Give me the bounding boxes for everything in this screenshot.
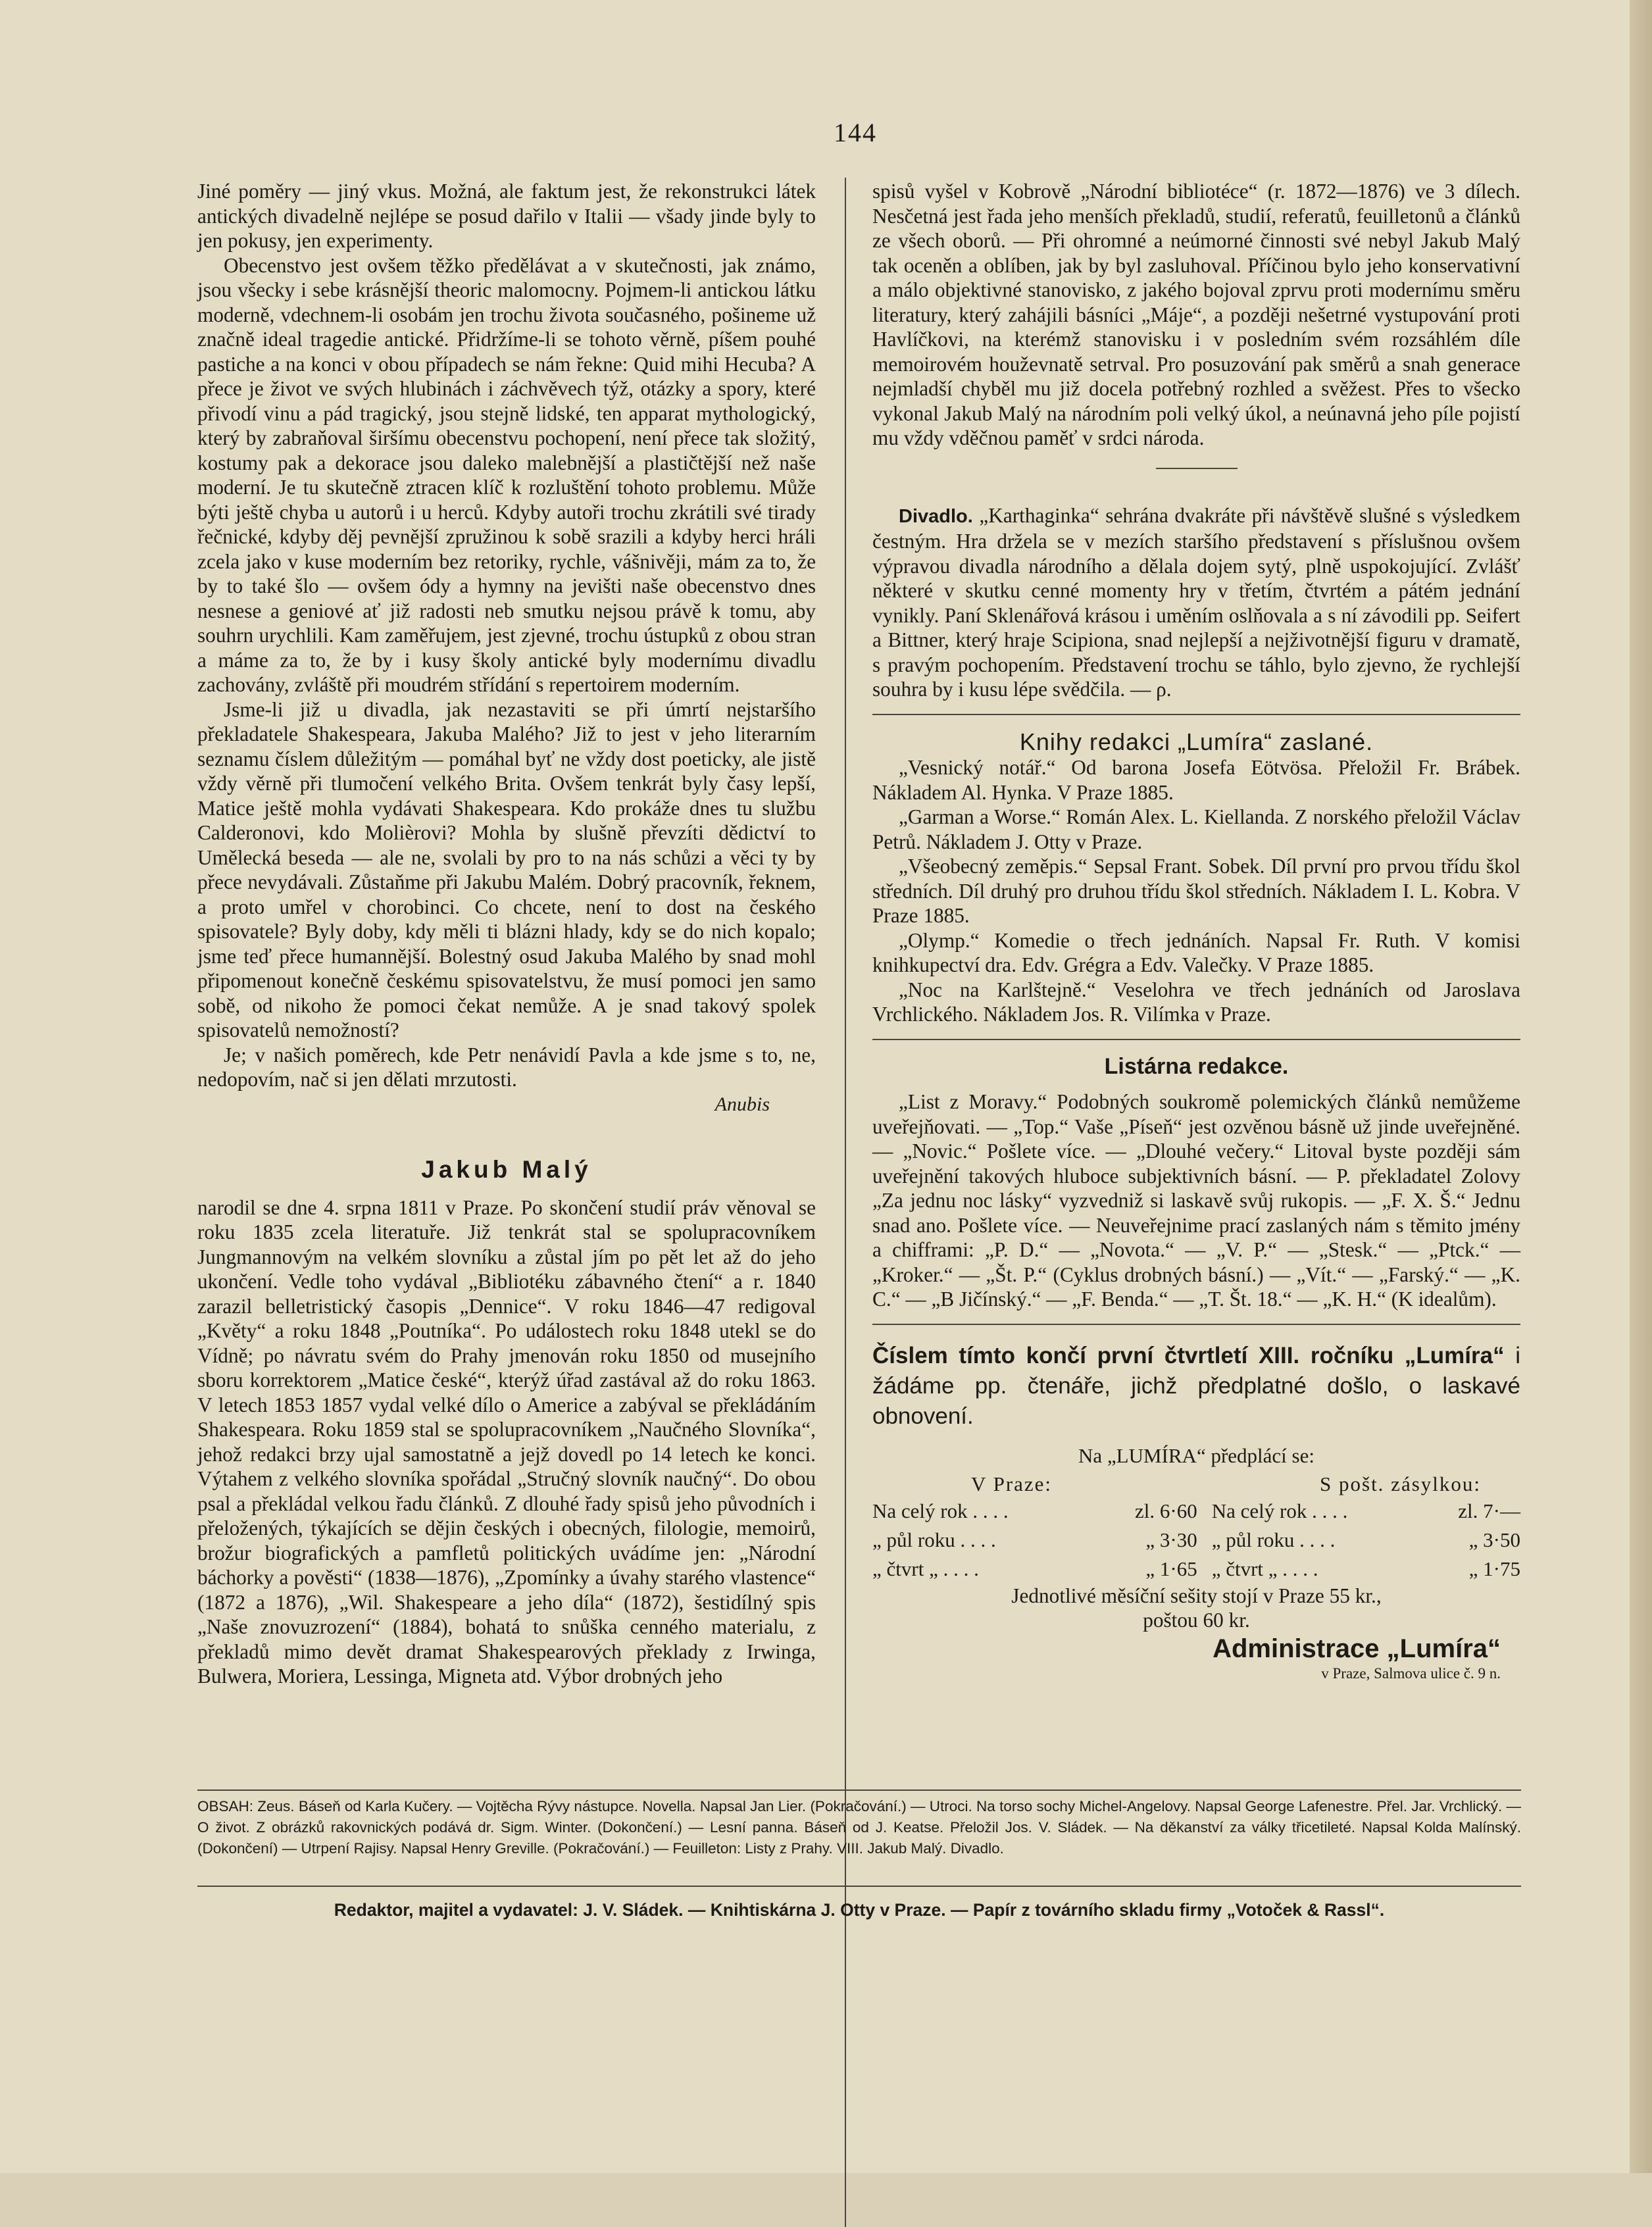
price-label: „ čtvrt „ . . . .	[1211, 1557, 1318, 1580]
books-heading: Knihy redakci „Lumíra“ zaslané.	[1019, 728, 1374, 755]
letters-text: „List z Moravy.“ Podobných soukromě polemických článků nemůžeme uveřejňovati. — „Top.“ Vaše „Píseň“ jest ozvěnou básně už jinde uveřejněné. — „Novic.“ Pošlete více. — „Dlouhé večery.“ Litoval byste později sám uveřejnění takových hluboce subjektivních básní. — P. překladatel Zolovy „Za jednu noc lásky“ vyzvedniž si laskavě svůj rukopis. — „F. X. Š.“ Jednu snad ano. Pošlete více. — Neuveřejnime prací zaslaných nám s těmito jmény a chifframi: „P. D.“ — „Novota.“ — „V. P.“ — „Stesk.“ — „Ptck.“ — „Kroker.“ — „Št. P.“ (Cyklus drobných básní.) — „Vít.“ — „Farský.“ — „K. C.“ — „B Jičínský.“ — „F. Benda.“ — „T. Št. 18.“ — „K. H.“ (K idealům).	[872, 1090, 1520, 1311]
price-label: Na celý rok . . . .	[1211, 1499, 1348, 1522]
price-label: „ čtvrt „ . . . .	[872, 1557, 979, 1580]
price-value: „ 1·65	[1145, 1557, 1197, 1580]
paragraph: Jsme-li již u divadla, jak nezastaviti se při úmrtí nejstaršího překladatele Shakespeara, Jakuba Malého? Již to jest v jeho literarním seznamu číslem důležitým — pomáhal byť ne vždy dost poeticky, ale jistě vždy věrně při tlumočení velkého Brita. Ovšem tenkrát byly časy lepší, Matice ještě mohla vydávati Shakespeara. Kdo prokáže dnes tu službu Calderonovi, kdo Molièrovi? Mohla by slušně převzíti dědictví to Umělecká beseda — ale ne, svolali by pro to na nás schůzi a věci ty by přece nevydávali. Zůstaňme při Jakubu Malém. Dobrý pracovník, řeknem, a proto umřel v chorobinci. Co chcete, není to dost na českého spisovatele? Byly doby, kdy měli ti blázni hlady, kdy se do nich kopalo; jsme teď přece humannější. Bolestný osud Jakuba Malého by snad mohl připomenout konečně českému spisovatelstvu, že musí pomoci jen samo sobě, od nikoho že pomoci čekat nemůže. A je snad takový spolek spisovatelů nemožností?	[197, 697, 816, 1041]
notice-bold: Číslem tímto končí první čtvrtletí XIII. ročníku „Lumíra“	[872, 1342, 1505, 1368]
footer-rule	[197, 1789, 1521, 1791]
page-number: 144	[834, 118, 877, 147]
price-label: Na celý rok . . . .	[872, 1499, 1009, 1522]
section-divider	[872, 1324, 1520, 1325]
book-entry: „Noc na Karlštejně.“ Veselohra ve třech jednáních od Jaroslava Vrchlického. Nákladem Jos. R. Vilímka v Praze.	[872, 978, 1520, 1026]
section-divider	[872, 714, 1520, 715]
administration-address: v Praze, Salmova ulice č. 9 n.	[1321, 1665, 1501, 1682]
price-header-post: S pošt. zásylkou:	[1320, 1472, 1481, 1495]
price-header	[872, 1468, 1520, 1497]
theatre-note	[872, 503, 1520, 702]
book-entry: „Garman a Worse.“ Román Alex. L. Kiellanda. Z norského přeložil Václav Petrů. Nákladem J. Otty v Praze.	[872, 805, 1520, 853]
price-label: „ půl roku . . . .	[1211, 1528, 1336, 1551]
price-label: „ půl roku . . . .	[872, 1528, 996, 1551]
paragraph: spisů vyšel v Kobrově „Národní bibliotéce“ (r. 1872—1876) ve 3 dílech. Nesčetná jest řada jeho menších překladů, studií, referatů, feuilletonů a článků ze všech oborů. — Při ohromné a neúmorné činnosti své nebyl Jakub Malý tak oceněn a oblíben, jak by byl zasluhoval. Příčinou bylo jeho konservativní a málo objektivné stanovisko, z jakého bojoval zprvu proti modernímu směru literatury, který zahájili básníci „Máje“, a později nešetrné vystupování proti Havlíčkovi, na kterémž stanovisku i v posledním svém rozsáhlém díle memoirovém houževnatě setrval. Pro posuzování pak směrů a snah generace nejmladší chyběl mu již docela potřebný rozhled a svěžest. Přes to všecko vykonal Jakub Malý na národním poli velký úkol, a neúnavná jeho píle pojistí mu vždy vděčnou paměť v srdci národa.	[872, 180, 1520, 449]
footer-rule	[197, 1886, 1521, 1887]
price-row	[872, 1555, 1520, 1584]
price-row	[872, 1497, 1520, 1526]
right-column	[872, 179, 1520, 1686]
book-entry: „Všeobecný zeměpis.“ Sepsal Frant. Sobek. Díl první pro prvou třídu škol středních. Díl druhý pro druhou třídu škol středních. Nákladem I. L. Kobra. V Praze 1885.	[872, 855, 1520, 927]
article-heading: Jakub Malý	[421, 1156, 592, 1183]
imprint: Redaktor, majitel a vydavatel: J. V. Sládek. — Knihtiskárna J. Otty v Praze. — Papír z továrního skladu firmy „Votoček & Rassl“.	[334, 1900, 1385, 1920]
subscription-heading: Na „LUMÍRA“ předplácí se:	[1078, 1443, 1314, 1467]
section-divider	[1156, 468, 1238, 469]
left-column	[197, 179, 816, 1689]
theatre-heading: Divadlo.	[899, 505, 973, 527]
page-edge	[1630, 0, 1652, 2173]
post-price: poštou 60 kr.	[1143, 1609, 1250, 1632]
theatre-text: „Karthaginka“ sehrána dvakráte při návštěvě slušné s výsledkem čestným. Hra držela se v mezích staršího představení s příslušnou ovšem výpravou divadla národního a dělala dojem sytý, plně uspokojující. Zvlášť některé v skutku cenné momenty hry v třetím, čtvrtém a pátém jednání vynikly. Paní Sklenářová krásou i uměním oslňovala a s ní závodili pp. Seifert a Bittner, který hraje Scipiona, snad nejlepší a nejživotnější figuru v dramatě, s pravým pochopením. Představení trochu se táhlo, bylo zjevno, že rychlejší souhra by i kusu lépe svědčila.	[872, 503, 1520, 701]
paragraph: Obecenstvo jest ovšem těžko předělávat a v skutečnosti, jak známo, jsou všecky i sebe krásnější theoric malomocny. Pojmem-li antickou látku moderně, vdechnem-li osobám jen trochu života současného, pošineme už značně ideal tragedie antické. Přidržíme-li se tohoto věrně, píšem pouhé pastiche a na konci v obou případech se nám řekne: Quid mihi Hecuba? A přece je život ve svých hlubinách i záchvěvech týž, otázky a spory, které přivodí vinu a pád tragický, jsou stejně lidské, ten apparat mythologický, který by zabraňoval širšímu obecenstvu pochopení, není přece tak složitý, kostumy pak a dekorace jsou daleko malebnější a plastičtější než naše moderní. Je tu skutečně ztracen klíč k rozluštění tohoto problemu. Může býti ještě chyba u autorů i u herců. Kdyby autoři trochu zkrátili své tirady řečnické, kdyby děj pevnější zpružinou k sobě srazili a kdyby herci hráli zcela jako v kuse moderním bez retoriky, rychle, vášnivěji, mám za to, že by to také šlo — ovšem ódy a hymny na jevišti naše obecenstvo dnes nesnese a geniové ať již radosti neb smutku nejsou právě k tomu, aby souhrn urychlili. Kam zaměřujem, jest zjevné, trochu ústupků z obou stran a máme za to, že by i kusy školy antické byly modernímu divadlu zachovány, zvláště při moudrém střídání s repertoirem moderním.	[197, 253, 816, 696]
price-header-prague: V Praze:	[971, 1472, 1053, 1495]
paragraph: narodil se dne 4. srpna 1811 v Praze. Po skončení studií práv věnoval se roku 1835 zcela literatuře. Již tenkrát stal se spolupracovníkem Jungmannovým na velkém slovníku a zůstal jím po pět let až do jeho ukončení. Vedle toho vydával „Bibliotéku zábavného čtení“ a r. 1840 zarazil belletristický časopis „Dennice“. V roku 1846—47 redigoval „Květy“ a roku 1848 „Poutníka“. Po událostech roku 1848 utekl se do Vídně; po návratu svém do Prahy jmenován roku 1850 od musejního sboru korrektorem „Matice české“, kterýž úřad zastával až do roku 1863. V letech 1853 1857 vydal velké dílo o Americe a zabýval se překládáním Shakespeara. Roku 1859 stal se spolupracovníkem „Naučného Slovníka“, jehož redakci brzy ujal samostatně a jejž dovedl po 14 letech ke konci. Výtahem z velkého slovníka spořádal „Stručný slovník naučný“. Do obou psal a překládal velkou řadu článků. Z dlouhé řady spisů jeho původních i přeložených, týkajících se dějin českých i obecných, filologie, memoirů, brožur biografických a pamfletů politických uvádíme jen: „Národní báchorky a pověsti“ (1838—1876), „Zpomínky a úvahy starého vlastence“ (1872 a 1876), „Wil. Shakespeare a jeho díla“ (1872), šestidílný spis „Naše znovuzrození“ (1884), bohatá to snůška cenného materialu, z překladů mimo devět dramat Shakespearových překlady z Irwinga, Bulwera, Moriera, Lessinga, Migneta atd. Výbor drobných jeho	[197, 1195, 816, 1688]
notice-text: i žádáme pp. čtenáře, jichž předplatné došlo, o laskavé obnovení.	[872, 1342, 1520, 1429]
contents: OBSAH: Zeus. Báseň od Karla Kučery. — Vojtěcha Rývy nástupce. Novella. Napsal Jan Lier. (Pokračování.) — Utroci. Na torso sochy Michel-Angelovy. Napsal George Lafenestre. Přel. Jar. Vrchlický. — O život. Z obrázků rakovnických podává dr. Sigm. Winter. (Dokončení.) — Lesní panna. Báseň od J. Keatse. Přeložil Jos. V. Sládek. — Na děkanství za války třicetileté. Napsal Kolda Malínský. (Dokončení) — Utrpení Rajisy. Napsal Henry Greville. (Pokračování.) — Feuilleton: Listy z Prahy. VIII. Jakub Malý. Divadlo.	[197, 1798, 1521, 1857]
price-row	[872, 1526, 1520, 1555]
single-issue-price: Jednotlivé měsíční sešity stojí v Praze 55 kr.,	[1011, 1584, 1382, 1607]
price-value: zl. 7·—	[1458, 1499, 1520, 1522]
price-value: „ 1·75	[1468, 1557, 1520, 1580]
administration: Administrace „Lumíra“	[1213, 1634, 1501, 1663]
subscription-notice	[872, 1341, 1520, 1432]
book-entry: „Olymp.“ Komedie o třech jednáních. Napsal Fr. Ruth. V komisi knihkupectví dra. Edv. Grégra a Edv. Valečky. V Praze 1885.	[872, 928, 1520, 976]
price-value: zl. 6·60	[1135, 1499, 1197, 1522]
paragraph: Je; v našich poměrech, kde Petr nenávidí Pavla a kde jsme s to, ne, nedopovím, nač si jen dělati mrzutosti.	[197, 1043, 816, 1091]
price-value: „ 3·50	[1468, 1528, 1520, 1551]
signature: Anubis	[714, 1093, 770, 1115]
letters-heading: Listárna redakce.	[1104, 1053, 1289, 1079]
price-value: „ 3·30	[1145, 1528, 1197, 1551]
section-divider	[872, 1039, 1520, 1040]
book-entry: „Vesnický notář.“ Od barona Josefa Eötvösa. Přeložil Fr. Brábek. Nákladem Al. Hynka. V Praze 1885.	[872, 756, 1520, 804]
paragraph: Jiné poměry — jiný vkus. Možná, ale faktum jest, že rekonstrukci látek antických divadelně nejlépe se posud dařilo v Italii — všady jinde byly to jen pokusy, jen experimenty.	[197, 180, 816, 252]
theatre-signature: — ρ.	[1130, 678, 1172, 701]
